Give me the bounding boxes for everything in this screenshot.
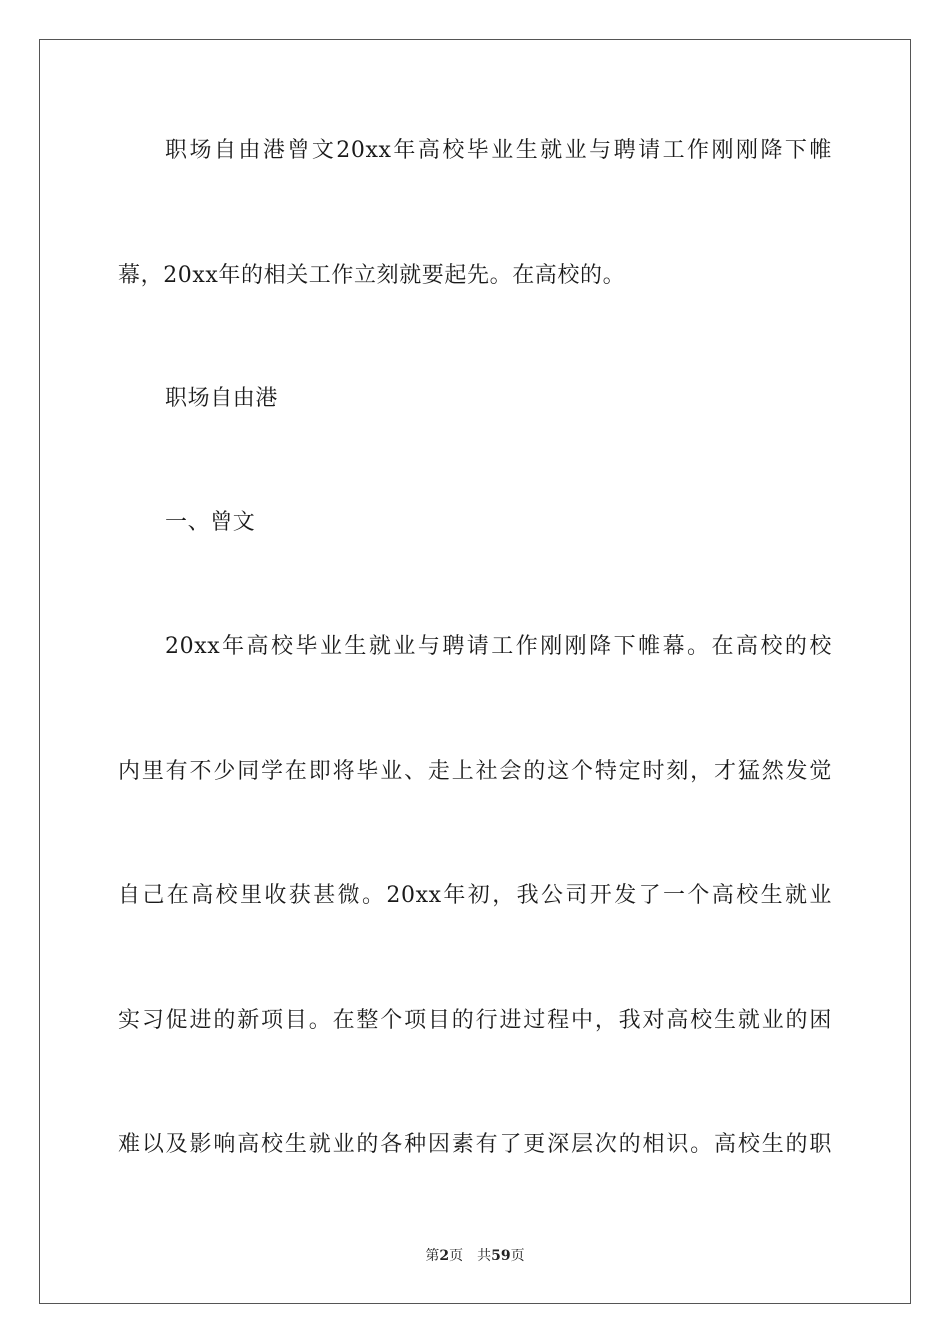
total-prefix: 共 — [477, 1248, 492, 1264]
section-heading: 职场自由港 — [165, 386, 279, 411]
page-total: 59 — [491, 1248, 511, 1264]
page-border — [39, 39, 911, 1304]
subsection-heading: 一、曾文 — [165, 510, 256, 535]
total-unit: 页 — [510, 1248, 525, 1264]
paragraph-line-6: 实习促进的新项目。在整个项目的行进过程中，我对高校生就业的困 — [118, 1008, 832, 1033]
page-footer — [0, 1247, 950, 1265]
page-prefix: 第 — [425, 1248, 440, 1264]
paragraph-line-1: 职场自由港曾文20xx年高校毕业生就业与聘请工作刚刚降下帷 — [165, 138, 832, 163]
paragraph-line-4: 内里有不少同学在即将毕业、走上社会的这个特定时刻，才猛然发觉 — [118, 759, 832, 784]
page-unit: 页 — [449, 1248, 464, 1264]
paragraph-line-2: 幕，20xx年的相关工作立刻就要起先。在高校的。 — [118, 263, 626, 288]
page-current: 2 — [439, 1248, 450, 1264]
paragraph-line-7: 难以及影响高校生就业的各种因素有了更深层次的相识。高校生的职 — [118, 1132, 832, 1157]
paragraph-line-3: 20xx年高校毕业生就业与聘请工作刚刚降下帷幕。在高校的校 — [165, 634, 832, 659]
paragraph-line-5: 自己在高校里收获甚微。20xx年初，我公司开发了一个高校生就业 — [118, 883, 832, 908]
